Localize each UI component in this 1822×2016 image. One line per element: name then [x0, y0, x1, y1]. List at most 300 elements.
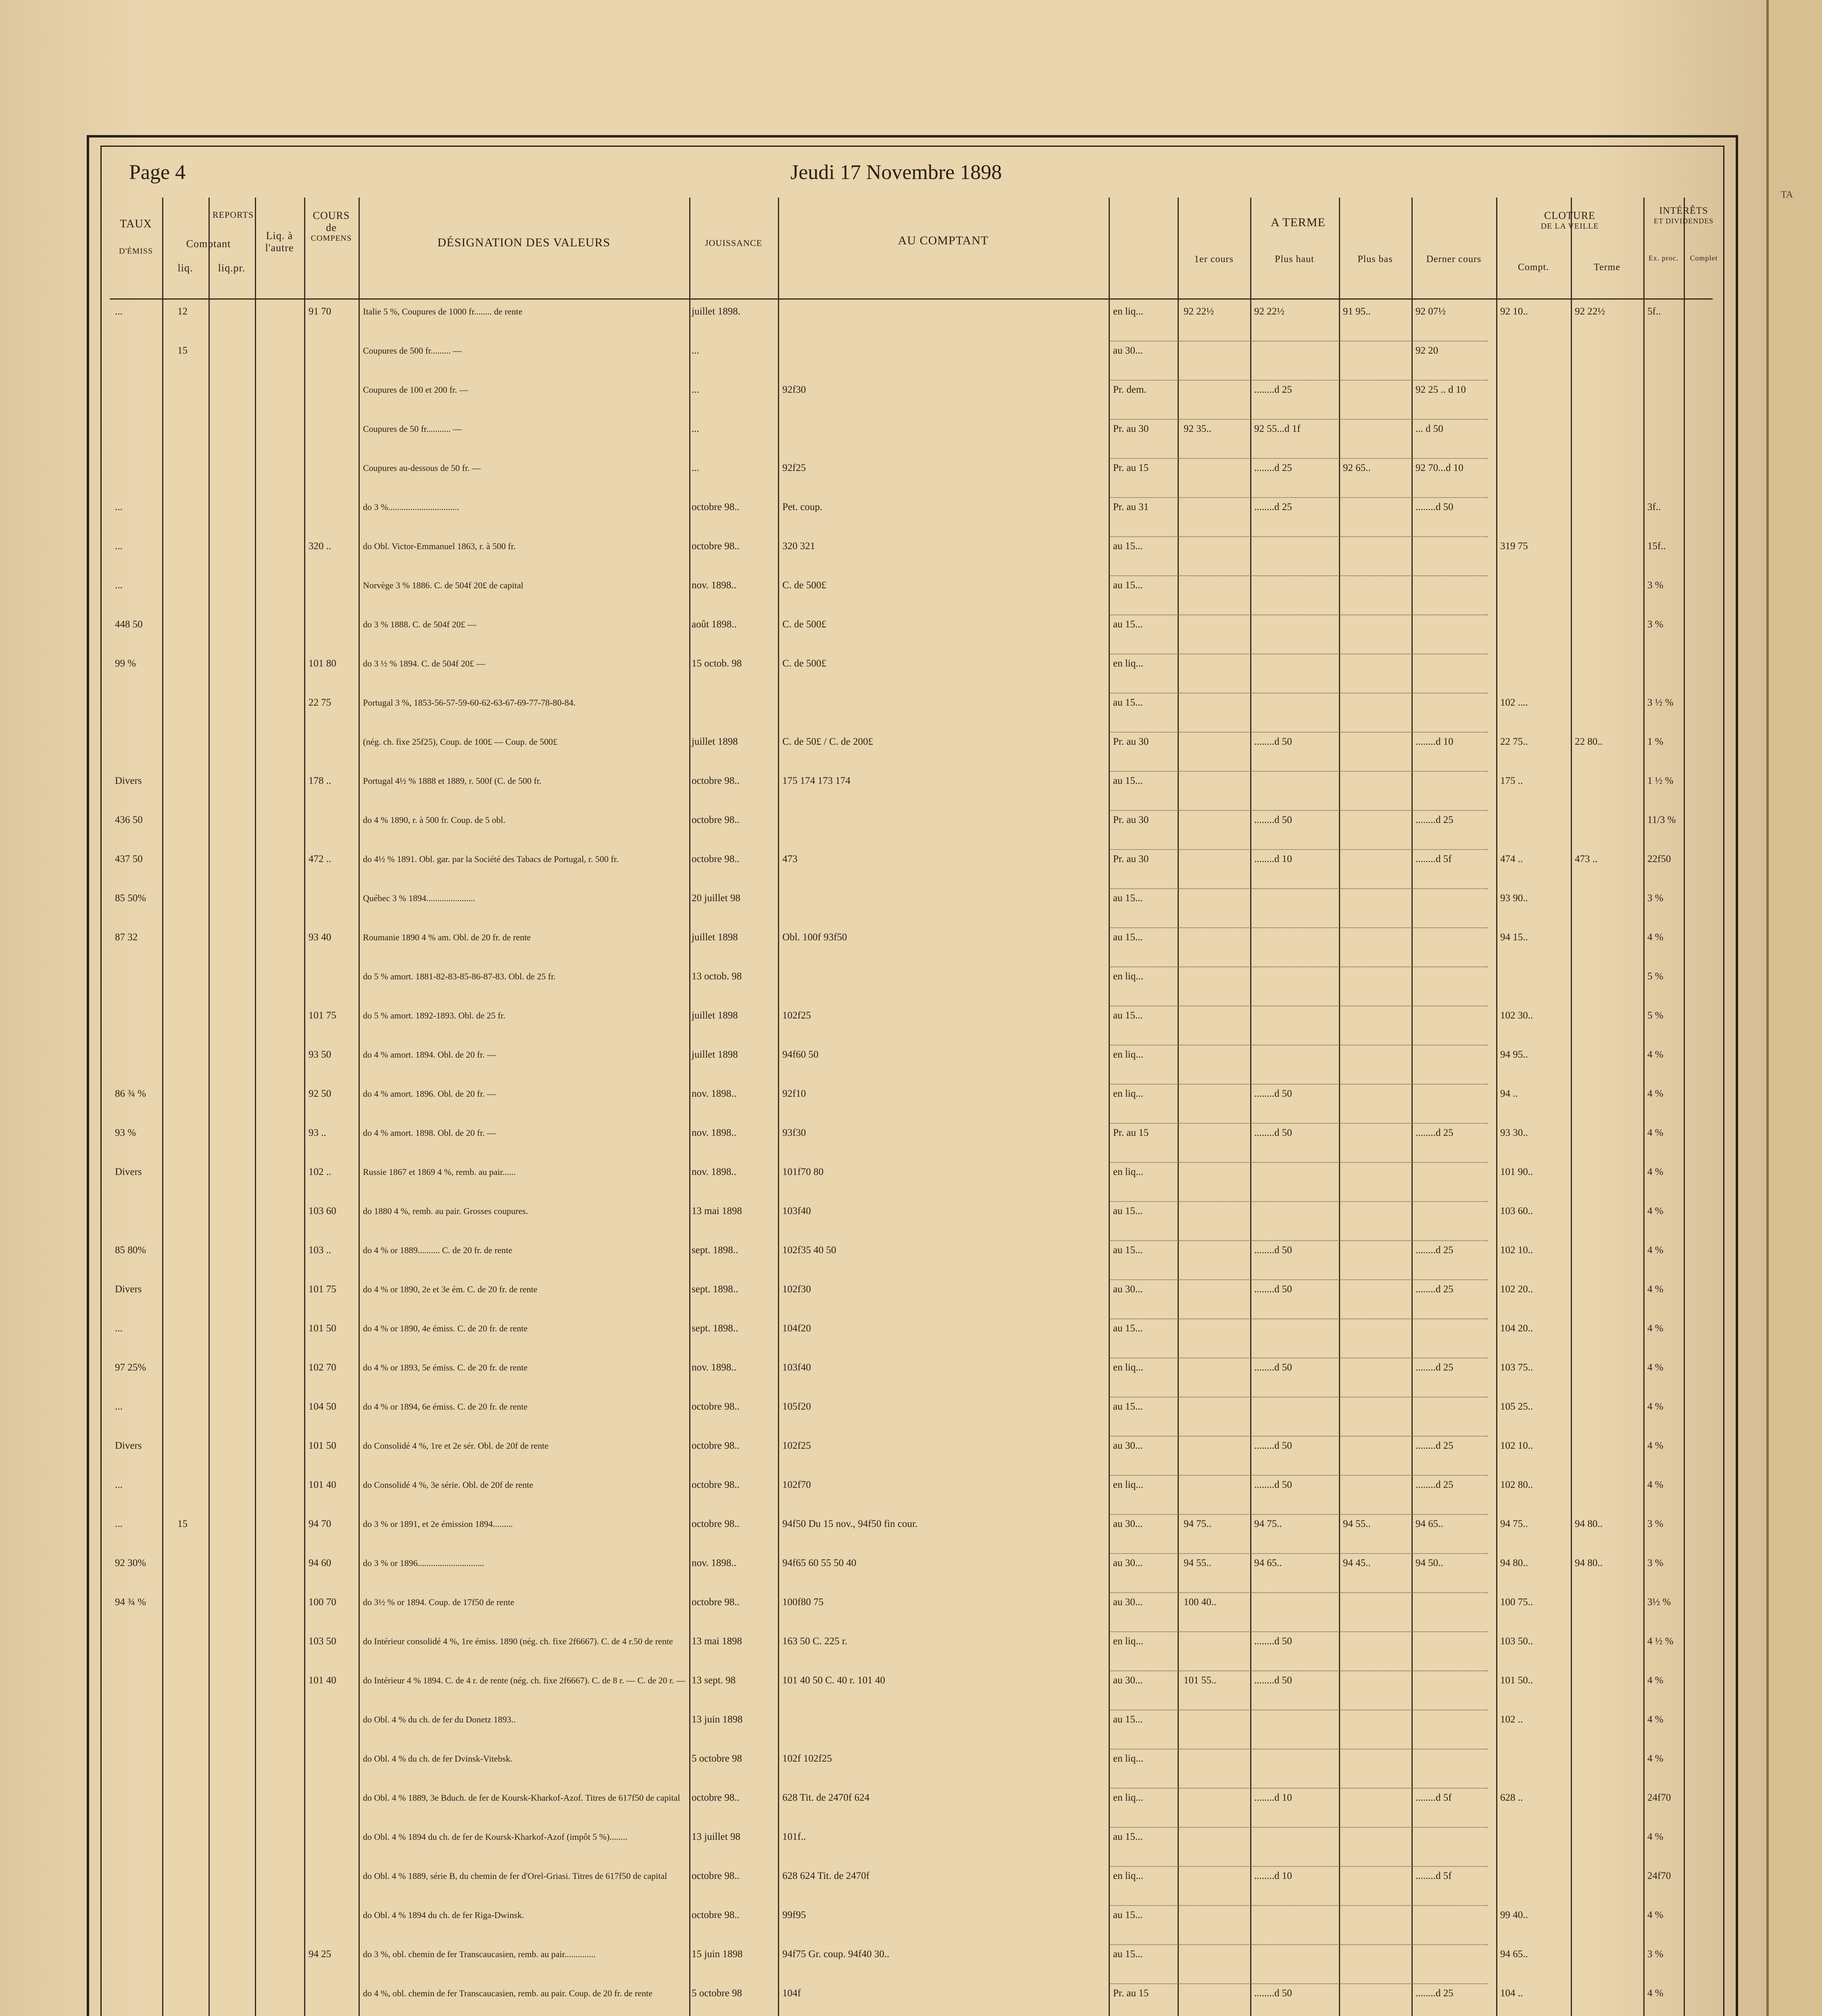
terme-type-cell: Pr. au 30: [1113, 736, 1149, 747]
terme-type-cell: au 15...: [1113, 893, 1143, 904]
interets-cell: 3f..: [1647, 502, 1661, 512]
terme-type-cell: au 15...: [1113, 1949, 1143, 1960]
cloture-compt-cell: 100 75..: [1500, 1597, 1533, 1608]
cloture-compt-cell: 103 60..: [1500, 1206, 1533, 1216]
comptant-cell: 94f75 Gr. coup. 94f40 30..: [782, 1949, 890, 1959]
report-cell: 15: [177, 1518, 188, 1529]
plus-haut-cell: ........d 50: [1254, 1284, 1292, 1295]
jouissance-cell: 13 octob. 98: [692, 971, 742, 982]
cours-cell: 94 25: [309, 1949, 331, 1960]
terme-type-cell: au 15...: [1113, 1831, 1143, 1842]
designation-cell: do 4 % or 1894, 6e émiss. C. de 20 fr. de rente: [363, 1402, 528, 1412]
row-divider: [1109, 536, 1488, 537]
terme-type-cell: Pr. au 31: [1113, 502, 1149, 512]
terme-type-cell: au 30...: [1113, 1284, 1143, 1295]
col-jouissance: JOUISSANCE: [705, 238, 763, 248]
terme-type-cell: au 15...: [1113, 775, 1143, 786]
col-cloture: CLOTURE DE LA VEILLE: [1541, 210, 1599, 231]
taux-cell: Divers: [115, 775, 142, 786]
column-rule: [1411, 198, 1413, 2016]
plus-haut-cell: ........d 50: [1254, 814, 1292, 825]
terme-type-cell: au 30...: [1113, 1675, 1143, 1686]
jouissance-cell: octobre 98..: [692, 502, 740, 512]
dernier-cours-cell: ... d 50: [1415, 423, 1443, 434]
interets-cell: 3 %: [1647, 893, 1664, 904]
terme-type-cell: au 15...: [1113, 1010, 1143, 1021]
comptant-cell: 320 321: [782, 541, 815, 551]
designation-cell: Russie 1867 et 1869 4 %, remb. au pair......: [363, 1167, 516, 1177]
terme-type-cell: au 15...: [1113, 1910, 1143, 1920]
interets-cell: 3 ½ %: [1647, 697, 1674, 708]
plus-haut-cell: ........d 10: [1254, 1792, 1292, 1803]
premier-cours-cell: 94 55..: [1184, 1558, 1211, 1568]
jouissance-cell: juillet 1898.: [692, 306, 740, 317]
terme-type-cell: en liq...: [1113, 1792, 1143, 1803]
designation-cell: Roumanie 1890 4 % am. Obl. de 20 fr. de rente: [363, 932, 531, 942]
comptant-cell: 163 50 C. 225 r.: [782, 1636, 848, 1646]
interets-cell: 5 %: [1647, 971, 1664, 982]
premier-cours-cell: 92 22½: [1184, 306, 1214, 317]
taux-cell: ...: [115, 306, 123, 317]
comptant-cell: C. de 500£: [782, 658, 827, 669]
terme-type-cell: au 15...: [1113, 541, 1143, 552]
cloture-compt-cell: 94 80..: [1500, 1558, 1528, 1568]
comptant-cell: C. de 500£: [782, 619, 827, 629]
taux-cell: 97 25%: [115, 1362, 146, 1373]
dernier-cours-cell: 92 70...d 10: [1415, 462, 1463, 473]
dernier-cours-cell: ........d 25: [1415, 1362, 1453, 1373]
jouissance-cell: octobre 98..: [692, 1792, 740, 1803]
terme-type-cell: au 30...: [1113, 1558, 1143, 1568]
plus-haut-cell: ........d 25: [1254, 462, 1292, 473]
comptant-cell: 92f10: [782, 1089, 806, 1099]
terme-type-cell: au 15...: [1113, 697, 1143, 708]
cloture-compt-cell: 102 80..: [1500, 1479, 1533, 1490]
cours-cell: 178 ..: [309, 775, 331, 786]
designation-cell: do Obl. 4 % 1894 du ch. de fer de Koursk-Kharkof-Azof (impôt 5 %)........: [363, 1832, 627, 1842]
row-divider: [1109, 419, 1488, 420]
comptant-cell: 102f35 40 50: [782, 1245, 836, 1255]
row-divider: [1109, 1318, 1488, 1319]
cloture-compt-cell: 175 ..: [1500, 775, 1523, 786]
page-date: Jeudi 17 Novembre 1898: [790, 161, 1002, 184]
terme-type-cell: Pr. au 15: [1113, 1988, 1149, 1999]
interets-cell: 4 %: [1647, 1127, 1664, 1138]
column-rule: [1109, 198, 1110, 2016]
cours-cell: 104 50: [309, 1401, 336, 1412]
row-divider: [1109, 1475, 1488, 1476]
comptant-cell: 101 40 50 C. 40 r. 101 40: [782, 1675, 885, 1685]
taux-cell: 86 ¾ %: [115, 1088, 146, 1099]
comptant-cell: 94f65 60 55 50 40: [782, 1558, 857, 1568]
row-divider: [1109, 1944, 1488, 1945]
designation-cell: do Obl. 4 % 1894 du ch. de fer Riga-Dwinsk.: [363, 1910, 524, 1920]
cours-cell: 94 60: [309, 1558, 331, 1568]
plus-haut-cell: ........d 50: [1254, 736, 1292, 747]
cloture-terme-cell: 473 ..: [1575, 854, 1598, 864]
row-divider: [1109, 1788, 1488, 1789]
designation-cell: do 4 % or 1893, 5e émiss. C. de 20 fr. de rente: [363, 1362, 528, 1372]
interets-cell: 4 %: [1647, 932, 1664, 943]
jouissance-cell: 15 juin 1898: [692, 1949, 743, 1960]
column-rule: [208, 198, 210, 2016]
terme-type-cell: au 15...: [1113, 932, 1143, 943]
interets-cell: 1 %: [1647, 736, 1664, 747]
taux-cell: Divers: [115, 1284, 142, 1295]
plus-haut-cell: ........d 50: [1254, 1440, 1292, 1451]
terme-type-cell: en liq...: [1113, 658, 1143, 669]
cloture-terme-cell: 94 80..: [1575, 1558, 1603, 1568]
row-divider: [1109, 1553, 1488, 1554]
designation-cell: do 3 ½ % 1894. C. de 504f 20£ —: [363, 658, 486, 669]
comptant-cell: 100f80 75: [782, 1597, 824, 1607]
designation-cell: Italie 5 %, Coupures de 1000 fr........ de rente: [363, 306, 523, 317]
taux-cell: 85 50%: [115, 893, 146, 904]
taux-cell: ...: [115, 1323, 123, 1334]
terme-type-cell: au 15...: [1113, 580, 1143, 591]
taux-cell: ...: [115, 541, 123, 552]
cloture-compt-cell: 94 ..: [1500, 1088, 1518, 1099]
interets-cell: 3 %: [1647, 1558, 1664, 1568]
designation-cell: do Intérieur consolidé 4 %, 1re émiss. 1890 (nég. ch. fixe 2f6667). C. de 4 r.50 de rente: [363, 1636, 673, 1646]
jouissance-cell: nov. 1898..: [692, 1558, 736, 1568]
designation-cell: do Obl. 4 % 1889, 3e Bduch. de fer de Koursk-Kharkof-Azof. Titres de 617f50 de capital: [363, 1793, 680, 1803]
row-divider: [1109, 771, 1488, 772]
comptant-cell: 628 Tit. de 2470f 624: [782, 1793, 870, 1803]
jouissance-cell: juillet 1898: [692, 1010, 738, 1021]
col-ex-proc: Ex. proc.: [1648, 254, 1679, 262]
column-rule: [1496, 198, 1497, 2016]
row-divider: [1109, 458, 1488, 459]
dernier-cours-cell: ........d 5f: [1415, 1870, 1452, 1881]
plus-haut-cell: ........d 50: [1254, 1636, 1292, 1647]
jouissance-cell: 15 octob. 98: [692, 658, 742, 669]
interets-cell: 4 %: [1647, 1166, 1664, 1177]
cloture-terme-cell: 92 22½: [1575, 306, 1605, 317]
designation-cell: do 4 % or 1890, 4e émiss. C. de 20 fr. de rente: [363, 1323, 528, 1333]
cloture-compt-cell: 93 30..: [1500, 1127, 1528, 1138]
cours-cell: 101 40: [309, 1479, 336, 1490]
comptant-cell: 94f60 50: [782, 1050, 819, 1060]
col-terme-cloture: Terme: [1594, 262, 1620, 273]
plus-bas-cell: 94 55..: [1343, 1518, 1371, 1529]
col-plus-haut: Plus haut: [1275, 254, 1314, 264]
col-comptant: Comptant: [186, 238, 231, 250]
designation-cell: do 4 % 1890, r. à 500 fr. Coup. de 5 obl.: [363, 815, 506, 825]
col-liqpr: liq.pr.: [218, 262, 246, 274]
cours-cell: 101 80: [309, 658, 336, 669]
terme-type-cell: Pr. dem.: [1113, 384, 1147, 395]
jouissance-cell: 13 sept. 98: [692, 1675, 736, 1686]
designation-cell: do 3 %, obl. chemin de fer Transcaucasien, remb. au pair..............: [363, 1949, 596, 1959]
taux-cell: ...: [115, 1518, 123, 1529]
row-divider: [1109, 1670, 1488, 1671]
row-divider: [1109, 693, 1488, 694]
comptant-cell: 102f30: [782, 1284, 811, 1294]
interets-cell: 4 %: [1647, 1831, 1664, 1842]
jouissance-cell: octobre 98..: [692, 541, 740, 552]
column-rule: [1684, 198, 1685, 2016]
terme-type-cell: en liq...: [1113, 1049, 1143, 1060]
terme-type-cell: en liq...: [1113, 1479, 1143, 1490]
jouissance-cell: nov. 1898..: [692, 580, 736, 591]
cloture-compt-cell: 102 ....: [1500, 697, 1528, 708]
dernier-cours-cell: ........d 25: [1415, 1127, 1453, 1138]
comptant-cell: C. de 50£ / C. de 200£: [782, 737, 873, 747]
cours-cell: 22 75: [309, 697, 331, 708]
comptant-cell: 92f30: [782, 385, 806, 395]
premier-cours-cell: 101 55..: [1184, 1675, 1217, 1686]
interets-cell: 4 %: [1647, 1714, 1664, 1725]
col-cours: COURS de COMPENS: [311, 210, 352, 243]
interets-cell: 4 %: [1647, 1910, 1664, 1920]
interets-cell: 1 ½ %: [1647, 775, 1674, 786]
cloture-compt-cell: 94 65..: [1500, 1949, 1528, 1960]
jouissance-cell: octobre 98..: [692, 1518, 740, 1529]
cours-cell: 101 50: [309, 1440, 336, 1451]
cours-cell: 320 ..: [309, 541, 331, 552]
comptant-cell: 93f30: [782, 1128, 806, 1138]
row-divider: [1109, 614, 1488, 615]
cours-cell: 103 60: [309, 1206, 336, 1216]
cloture-compt-cell: 103 75..: [1500, 1362, 1533, 1373]
interets-cell: 5f..: [1647, 306, 1661, 317]
jouissance-cell: sept. 1898..: [692, 1284, 738, 1295]
col-designation: DÉSIGNATION DES VALEURS: [437, 236, 611, 249]
interets-cell: 4 %: [1647, 1753, 1664, 1764]
cloture-compt-cell: 94 75..: [1500, 1518, 1528, 1529]
designation-cell: do Obl. Victor-Emmanuel 1863, r. à 500 fr.: [363, 541, 516, 551]
comptant-cell: 473: [782, 854, 798, 864]
designation-cell: Coupures de 500 fr......... —: [363, 346, 462, 356]
designation-cell: do 4 % amort. 1894. Obl. de 20 fr. —: [363, 1050, 496, 1060]
row-divider: [1109, 1905, 1488, 1906]
adjacent-page-edge: [1766, 0, 1822, 2016]
cours-cell: 93 ..: [309, 1127, 326, 1138]
comptant-cell: 102f 102f25: [782, 1754, 832, 1764]
jouissance-cell: nov. 1898..: [692, 1166, 736, 1177]
dernier-cours-cell: 92 25 .. d 10: [1415, 384, 1466, 395]
designation-cell: do 3 % 1888. C. de 504f 20£ —: [363, 619, 477, 629]
row-divider: [1109, 927, 1488, 928]
cloture-compt-cell: 474 ..: [1500, 854, 1523, 864]
terme-type-cell: au 15...: [1113, 1323, 1143, 1334]
dernier-cours-cell: ........d 25: [1415, 1988, 1453, 1999]
dernier-cours-cell: ........d 5f: [1415, 1792, 1452, 1803]
taux-cell: 448 50: [115, 619, 143, 630]
cours-cell: 102 70: [309, 1362, 336, 1373]
designation-cell: do 4 % or 1889.......... C. de 20 fr. de rente: [363, 1245, 513, 1255]
row-divider: [1109, 575, 1488, 576]
designation-cell: do 4 % amort. 1896. Obl. de 20 fr. —: [363, 1089, 496, 1099]
plus-haut-cell: ........d 25: [1254, 502, 1292, 512]
comptant-cell: 102f25: [782, 1441, 811, 1451]
row-divider: [1109, 1514, 1488, 1515]
cours-cell: 103 ..: [309, 1245, 331, 1256]
terme-type-cell: en liq...: [1113, 1362, 1143, 1373]
designation-cell: Norvège 3 % 1886. C. de 504f 20£ de capital: [363, 580, 523, 590]
cloture-compt-cell: 102 ..: [1500, 1714, 1523, 1725]
column-rule: [1643, 198, 1645, 2016]
plus-haut-cell: ........d 50: [1254, 1479, 1292, 1490]
cloture-compt-cell: 102 10..: [1500, 1245, 1533, 1256]
cours-cell: 101 50: [309, 1323, 336, 1334]
row-divider: [1109, 1201, 1488, 1202]
plus-haut-cell: 94 65..: [1254, 1558, 1282, 1568]
designation-cell: (nég. ch. fixe 25f25), Coup. de 100£ — Coup. de 500£: [363, 737, 558, 747]
comptant-cell: 101f70 80: [782, 1167, 824, 1177]
plus-haut-cell: ........d 25: [1254, 384, 1292, 395]
designation-cell: do 3½ % or 1894. Coup. de 17f50 de rente: [363, 1597, 515, 1607]
row-divider: [1109, 1084, 1488, 1085]
row-divider: [1109, 1866, 1488, 1867]
cours-cell: 103 50: [309, 1636, 336, 1647]
cloture-compt-cell: 22 75..: [1500, 736, 1528, 747]
taux-cell: 85 80%: [115, 1245, 146, 1256]
interets-cell: 3 %: [1647, 580, 1664, 591]
designation-cell: Portugal 3 %, 1853-56-57-59-60-62-63-67-69-77-78-80-84.: [363, 698, 576, 708]
col-premier-cours: 1er cours: [1194, 254, 1234, 264]
comptant-cell: 104f: [782, 1988, 801, 1998]
plus-haut-cell: ........d 50: [1254, 1127, 1292, 1138]
row-divider: [1109, 1240, 1488, 1241]
terme-type-cell: au 30...: [1113, 345, 1143, 356]
plus-bas-cell: 91 95..: [1343, 306, 1371, 317]
row-divider: [1109, 1123, 1488, 1124]
dernier-cours-cell: 94 50..: [1415, 1558, 1443, 1568]
plus-haut-cell: ........d 10: [1254, 854, 1292, 864]
jouissance-cell: octobre 98..: [692, 1479, 740, 1490]
row-divider: [1109, 732, 1488, 733]
row-divider: [1109, 966, 1488, 967]
comptant-cell: 101f..: [782, 1832, 806, 1842]
cloture-compt-cell: 102 20..: [1500, 1284, 1533, 1295]
col-liq: liq.: [177, 262, 193, 274]
jouissance-cell: octobre 98..: [692, 814, 740, 825]
cloture-compt-cell: 102 10..: [1500, 1440, 1533, 1451]
jouissance-cell: octobre 98..: [692, 1597, 740, 1608]
dernier-cours-cell: ........d 50: [1415, 502, 1453, 512]
report-cell: 15: [177, 345, 188, 356]
plus-haut-cell: 92 55...d 1f: [1254, 423, 1301, 434]
plus-haut-cell: ........d 50: [1254, 1245, 1292, 1256]
col-reports: REPORTS: [212, 210, 254, 220]
row-divider: [1109, 1592, 1488, 1593]
designation-cell: do 4 % amort. 1898. Obl. de 20 fr. —: [363, 1128, 496, 1138]
designation-cell: Coupures de 50 fr........... —: [363, 424, 462, 434]
interets-cell: 4 %: [1647, 1049, 1664, 1060]
cours-cell: 94 70: [309, 1518, 331, 1529]
cloture-compt-cell: 99 40..: [1500, 1910, 1528, 1920]
cloture-compt-cell: 94 15..: [1500, 932, 1528, 943]
interets-cell: 3 %: [1647, 619, 1664, 630]
cloture-compt-cell: 92 10..: [1500, 306, 1528, 317]
comptant-cell: 103f40: [782, 1206, 811, 1216]
jouissance-cell: octobre 98..: [692, 775, 740, 786]
plus-haut-cell: ........d 50: [1254, 1675, 1292, 1686]
col-liq-a: Liq. à l'autre: [265, 230, 294, 254]
terme-type-cell: en liq...: [1113, 1636, 1143, 1647]
jouissance-cell: 5 octobre 98: [692, 1753, 742, 1764]
cours-cell: 472 ..: [309, 854, 331, 864]
interets-cell: 24f70: [1647, 1792, 1671, 1803]
jouissance-cell: 13 juillet 98: [692, 1831, 740, 1842]
taux-cell: ...: [115, 1479, 123, 1490]
terme-type-cell: Pr. au 15: [1113, 462, 1149, 473]
comptant-cell: 92f25: [782, 463, 806, 473]
cloture-compt-cell: 319 75: [1500, 541, 1528, 552]
cours-cell: 101 75: [309, 1010, 336, 1021]
terme-type-cell: Pr. au 30: [1113, 814, 1149, 825]
plus-haut-cell: ........d 10: [1254, 1870, 1292, 1881]
column-rule: [1178, 198, 1179, 2016]
interets-cell: 15f..: [1647, 541, 1666, 552]
cours-cell: 101 75: [309, 1284, 336, 1295]
dernier-cours-cell: ........d 10: [1415, 736, 1453, 747]
plus-haut-cell: 92 22½: [1254, 306, 1284, 317]
designation-cell: do 4 % or 1890, 2e et 3e ém. C. de 20 fr. de rente: [363, 1284, 538, 1294]
jouissance-cell: juillet 1898: [692, 932, 738, 943]
column-rule: [689, 198, 690, 2016]
dernier-cours-cell: 92 20: [1415, 345, 1438, 356]
terme-type-cell: au 15...: [1113, 1714, 1143, 1725]
designation-cell: Portugal 4½ % 1888 et 1889, r. 500f (C. de 500 fr.: [363, 776, 542, 786]
premier-cours-cell: 94 75..: [1184, 1518, 1211, 1529]
comptant-cell: 103f40: [782, 1362, 811, 1372]
row-divider: [1109, 1827, 1488, 1828]
report-cell: 12: [177, 306, 188, 317]
interets-cell: 4 %: [1647, 1323, 1664, 1334]
column-rule: [255, 198, 256, 2016]
row-divider: [1109, 1162, 1488, 1163]
cloture-compt-cell: 628 ..: [1500, 1792, 1523, 1803]
row-divider: [1109, 1436, 1488, 1437]
cours-cell: 93 50: [309, 1049, 331, 1060]
terme-type-cell: en liq...: [1113, 1166, 1143, 1177]
comptant-cell: 102f25: [782, 1010, 811, 1020]
designation-cell: do 3 % or 1891, et 2e émission 1894.........: [363, 1519, 513, 1529]
interets-cell: 22f50: [1647, 854, 1671, 864]
interets-cell: 4 %: [1647, 1245, 1664, 1256]
cloture-terme-cell: 94 80..: [1575, 1518, 1603, 1529]
premier-cours-cell: 92 35..: [1184, 423, 1211, 434]
interets-cell: 4 %: [1647, 1440, 1664, 1451]
comptant-cell: 104f20: [782, 1323, 811, 1333]
terme-type-cell: Pr. au 30: [1113, 854, 1149, 864]
cours-cell: 102 ..: [309, 1166, 331, 1177]
comptant-cell: Pet. coup.: [782, 502, 823, 512]
plus-bas-cell: 92 65..: [1343, 462, 1371, 473]
interets-cell: 11/3 %: [1647, 814, 1676, 825]
taux-cell: Divers: [115, 1166, 142, 1177]
dernier-cours-cell: ........d 25: [1415, 1245, 1453, 1256]
jouissance-cell: 13 juin 1898: [692, 1714, 743, 1725]
row-divider: [1109, 849, 1488, 850]
interets-cell: 5 %: [1647, 1010, 1664, 1021]
jouissance-cell: 20 juillet 98: [692, 893, 740, 904]
interets-cell: 4 %: [1647, 1088, 1664, 1099]
designation-cell: Coupures au-dessous de 50 fr. —: [363, 463, 481, 473]
terme-type-cell: en liq...: [1113, 971, 1143, 982]
cloture-compt-cell: 104 ..: [1500, 1988, 1523, 1999]
terme-type-cell: Pr. au 15: [1113, 1127, 1149, 1138]
taux-cell: ...: [115, 1401, 123, 1412]
jouissance-cell: 5 octobre 98: [692, 1988, 742, 1999]
column-rule: [359, 198, 360, 2016]
cloture-compt-cell: 102 30..: [1500, 1010, 1533, 1021]
row-divider: [1109, 1631, 1488, 1632]
taux-cell: 436 50: [115, 814, 143, 825]
